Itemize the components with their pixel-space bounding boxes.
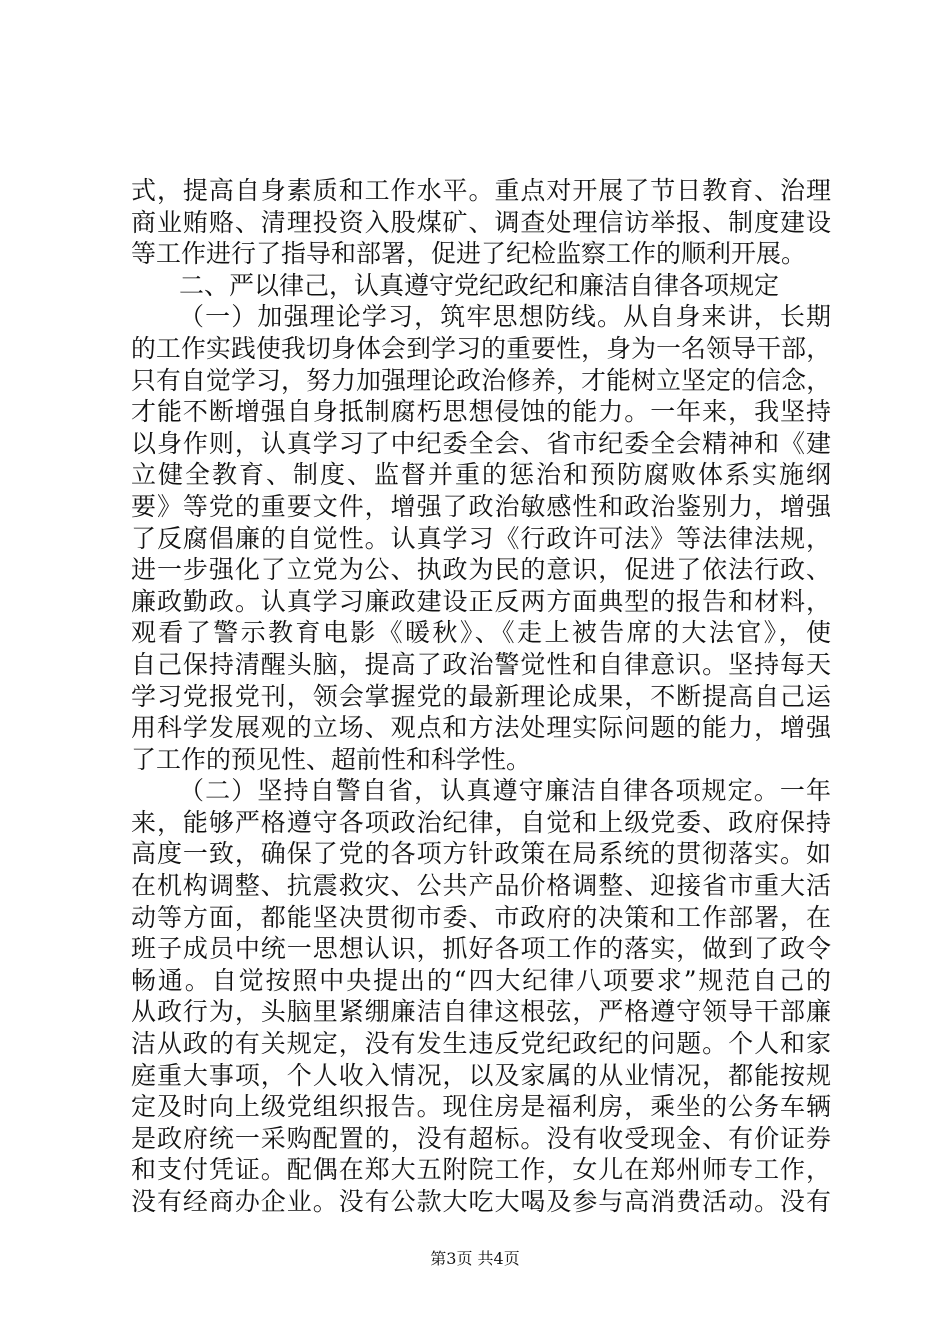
text-line: 是政府统一采购配置的，没有超标。没有收受现金、有价证券 xyxy=(131,1123,831,1153)
text-line: 来，能够严格遵守各项政治纪律，自觉和上级党委、政府保持 xyxy=(131,807,831,837)
text-line: （二）坚持自警自省，认真遵守廉洁自律各项规定。一年 xyxy=(179,776,831,806)
text-line: 等工作进行了指导和部署，促进了纪检监察工作的顺利开展。 xyxy=(131,239,807,269)
text-line: 观看了警示教育电影《暖秋》、《走上被告席的大法官》，使 xyxy=(131,618,831,648)
text-line: 立健全教育、制度、监督并重的惩治和预防腐败体系实施纲 xyxy=(131,460,831,490)
text-line: 庭重大事项，个人收入情况，以及家属的从业情况，都能按规 xyxy=(131,1060,831,1090)
text-line: 廉政勤政。认真学习廉政建设正反两方面典型的报告和材料， xyxy=(131,586,831,616)
text-line: 定及时向上级党组织报告。现住房是福利房，乘坐的公务车辆 xyxy=(131,1092,831,1122)
text-line: 和支付凭证。配偶在郑大五附院工作，女儿在郑州师专工作， xyxy=(131,1155,831,1185)
text-line: （一）加强理论学习，筑牢思想防线。从自身来讲，长期 xyxy=(179,302,831,332)
text-line: 才能不断增强自身抵制腐朽思想侵蚀的能力。一年来，我坚持 xyxy=(131,397,831,427)
text-line: 进一步强化了立党为公、执政为民的意识，促进了依法行政、 xyxy=(131,555,831,585)
text-line: 高度一致，确保了党的各项方针政策在局系统的贯彻落实。如 xyxy=(131,839,831,869)
text-line: 商业贿赂、清理投资入股煤矿、调查处理信访举报、制度建设 xyxy=(131,207,831,237)
text-line: 的工作实践使我切身体会到学习的重要性，身为一名领导干部， xyxy=(131,333,831,363)
text-line: 式，提高自身素质和工作水平。重点对开展了节日教育、治理 xyxy=(131,176,831,205)
text-line: 畅通。自觉按照中央提出的“四大纪律八项要求”规范自己的 xyxy=(131,965,831,995)
text-line: 以身作则，认真学习了中纪委全会、省市纪委全会精神和《建 xyxy=(131,428,831,458)
document-body xyxy=(131,175,831,1218)
text-line: 了工作的预见性、超前性和科学性。 xyxy=(131,744,532,774)
text-line: 了反腐倡廉的自觉性。认真学习《行政许可法》等法律法规， xyxy=(131,523,831,553)
text-line: 用科学发展观的立场、观点和方法处理实际问题的能力，增强 xyxy=(131,713,831,743)
text-line: 只有自觉学习，努力加强理论政治修养，才能树立坚定的信念， xyxy=(131,365,831,395)
text-line: 从政行为，头脑里紧绷廉洁自律这根弦，严格遵守领导干部廉 xyxy=(131,997,831,1027)
text-line: 没有经商办企业。没有公款大吃大喝及参与高消费活动。没有 xyxy=(131,1187,831,1216)
text-line: 动等方面，都能坚决贯彻市委、市政府的决策和工作部署，在 xyxy=(131,902,831,932)
text-line: 洁从政的有关规定，没有发生违反党纪政纪的问题。个人和家 xyxy=(131,1029,831,1059)
text-line: 二、严以律己，认真遵守党纪政纪和廉洁自律各项规定 xyxy=(179,270,780,300)
page-footer: 第3页 共4页 xyxy=(430,1249,520,1268)
text-line: 学习党报党刊，领会掌握党的最新理论成果，不断提高自己运 xyxy=(131,681,831,711)
text-line: 班子成员中统一思想认识，抓好各项工作的落实，做到了政令 xyxy=(131,934,831,964)
text-line: 在机构调整、抗震救灾、公共产品价格调整、迎接省市重大活 xyxy=(131,871,831,901)
text-line: 自己保持清醒头脑，提高了政治警觉性和自律意识。坚持每天 xyxy=(131,649,831,679)
text-line: 要》等党的重要文件，增强了政治敏感性和政治鉴别力，增强 xyxy=(131,491,831,521)
